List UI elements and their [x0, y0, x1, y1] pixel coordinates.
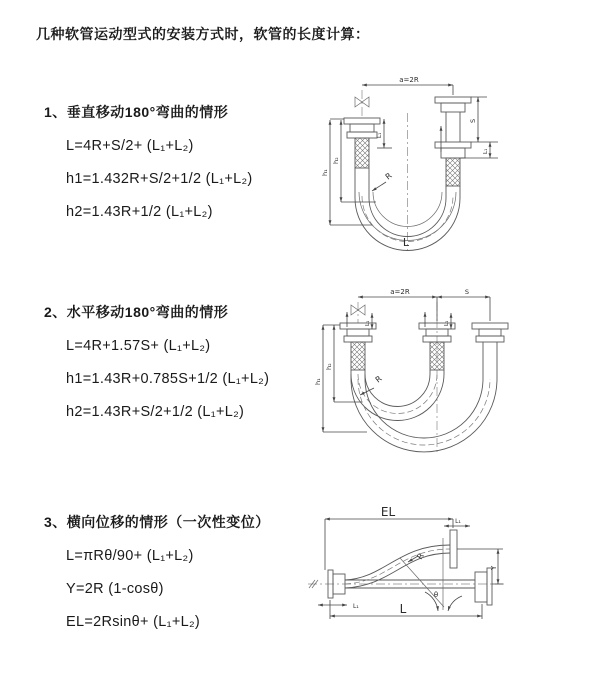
- dimension-y: [457, 549, 503, 584]
- dim-label-r: R: [383, 171, 394, 182]
- dim-label-h1: h₁: [321, 169, 329, 176]
- dimension-h1: [314, 325, 367, 432]
- formula-line: Y=2R (1-cosθ): [66, 581, 164, 597]
- section-2: [44, 302, 269, 429]
- formula-line: L=4R+1.57S+ (L₁+L₂): [66, 338, 211, 354]
- dimension-l1-left: [377, 119, 392, 148]
- right-leg: [446, 186, 460, 198]
- angle-construction: [400, 538, 462, 611]
- dim-label-s: S: [469, 118, 477, 123]
- dim-label-y: Y: [490, 565, 498, 570]
- hose-u-bend-position2: [351, 379, 497, 452]
- dimension-el: [325, 505, 453, 570]
- right-flange-lower: [475, 568, 492, 605]
- dim-label-l1: L₁: [455, 518, 461, 525]
- formula-line: h2=1.43R+1/2 (L₁+L₂): [66, 204, 213, 220]
- dimension-s: [460, 97, 498, 158]
- dimension-a2r: [358, 288, 437, 297]
- dim-label-r: R: [415, 551, 426, 562]
- left-flange: [344, 118, 380, 138]
- formula-line: h1=1.432R+S/2+1/2 (L₁+L₂): [66, 171, 253, 187]
- left-leg: [355, 168, 369, 198]
- braid-section: [351, 342, 365, 370]
- right-tube: [446, 112, 460, 142]
- dim-label-l: L: [399, 602, 407, 616]
- dimension-l1-middle: [444, 313, 451, 329]
- dimension-s: [437, 288, 490, 321]
- dimension-h1: [321, 119, 372, 225]
- dim-label-h2: h₂: [332, 157, 340, 164]
- dim-label-h1: h₁: [314, 378, 322, 385]
- dim-label-a2r: a=2R: [390, 288, 410, 296]
- right-tube: [483, 342, 497, 379]
- braid-section: [446, 158, 460, 186]
- dim-label-l: L: [402, 236, 410, 249]
- radius-callout: [372, 171, 394, 191]
- dim-label-l1: L₁: [377, 132, 383, 138]
- dimension-l1-left: [365, 313, 372, 329]
- diagram-1-vertical-bend: [310, 68, 600, 263]
- dim-label-a2r: a=2R: [399, 76, 419, 84]
- dim-label-el: EL: [380, 505, 396, 519]
- braid-section: [430, 342, 444, 370]
- right-flange-upper: [435, 97, 471, 112]
- radius-callout: [360, 374, 384, 395]
- formula-line: L=πRθ/90+ (L₁+L₂): [66, 548, 194, 564]
- right-flange: [472, 323, 508, 342]
- section-2-heading: 2、水平移动180°弯曲的情形: [44, 304, 229, 320]
- dim-label-l1: L₁: [365, 320, 371, 326]
- page-title: 几种软管运动型式的安装方式时，软管的长度计算：: [36, 26, 370, 42]
- diagram-3-lateral-displacement: [300, 498, 590, 633]
- dim-label-l1: L₁: [444, 320, 450, 326]
- formula-line: EL=2Rsinθ+ (L₁+L₂): [66, 614, 201, 630]
- section-1-heading: 1、垂直移动180°弯曲的情形: [44, 104, 229, 120]
- dim-label-r: R: [373, 374, 384, 385]
- dim-label-l1: L₁: [353, 603, 359, 610]
- dimension-l1-bottom: [318, 603, 359, 610]
- dim-label-s: S: [464, 288, 470, 296]
- diagram-2-horizontal-bend: [312, 282, 600, 462]
- formula-line: h1=1.43R+0.785S+1/2 (L₁+L₂): [66, 371, 270, 387]
- dim-label-l1: L₁: [483, 148, 489, 154]
- dimension-a2r: [362, 76, 453, 95]
- formula-line: L=4R+S/2+ (L₁+L₂): [66, 138, 194, 154]
- section-3-heading: 3、横向位移的情形（一次性变位）: [44, 514, 270, 530]
- formula-line: h2=1.43R+S/2+1/2 (L₁+L₂): [66, 404, 245, 420]
- braid-section: [355, 138, 369, 168]
- dimension-l1-right: [483, 142, 490, 158]
- right-flange-upper: [450, 530, 457, 568]
- dim-label-h2: h₂: [325, 363, 333, 370]
- section-1: [44, 102, 253, 229]
- section-3: [44, 512, 270, 639]
- right-flange-lower: [435, 142, 471, 158]
- hose-s-curve: [345, 545, 450, 588]
- dim-label-theta: θ: [433, 591, 439, 599]
